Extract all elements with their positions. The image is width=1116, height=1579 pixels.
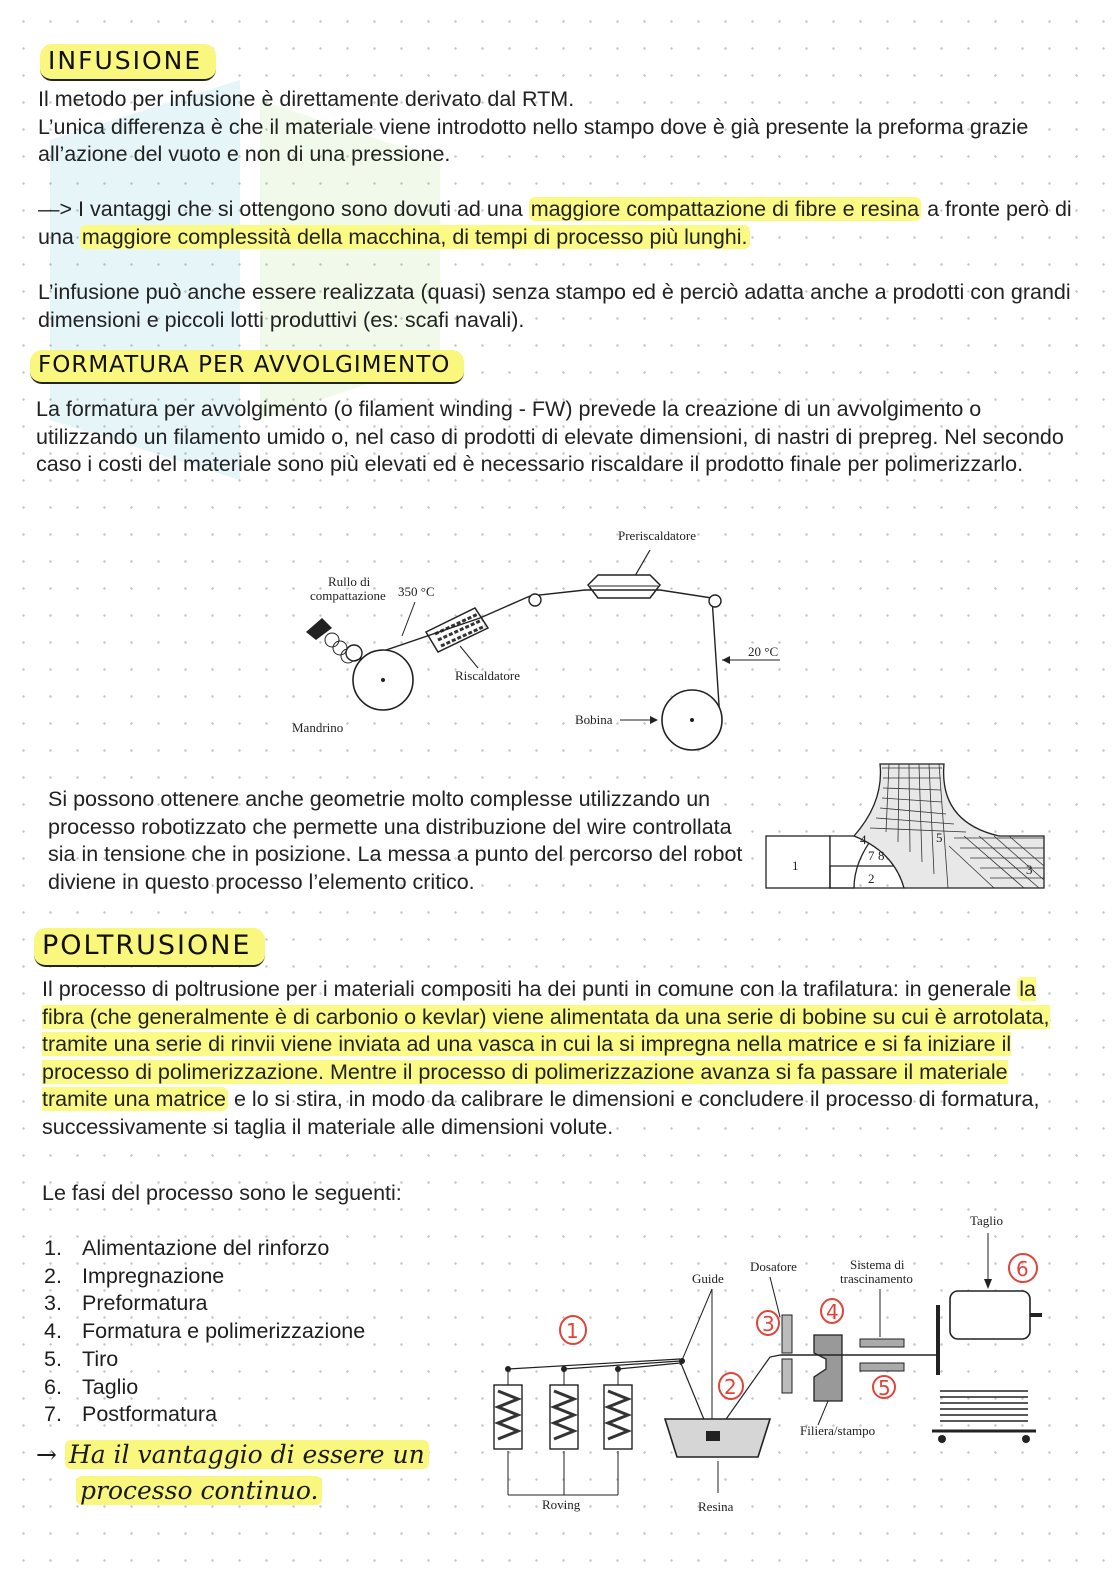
label-bobina: Bobina: [575, 712, 613, 727]
infusione-paragraph-3: L’infusione può anche essere realizzata (quasi) senza stampo ed è perciò adatta anche a prodotti con grandi dimensioni e piccoli lotti produttivi (es: scafi navali).: [38, 280, 1071, 332]
arrow-head: [984, 1279, 992, 1289]
label-preriscaldatore: Preriscaldatore: [618, 528, 696, 543]
leader-line: [635, 550, 650, 576]
label-rullo-2: compattazione: [310, 588, 386, 603]
infusione-paragraph-1: [38, 86, 1078, 169]
guide-point: [679, 1358, 685, 1364]
guide-roller: [709, 595, 721, 607]
label-roving: Roving: [542, 1497, 581, 1512]
robotic-winding-figure: [764, 762, 1054, 892]
arrow-symbol: →: [36, 1440, 57, 1469]
heater: [426, 608, 488, 652]
robot-label-2: 2: [868, 871, 875, 886]
die: [814, 1335, 842, 1401]
pultrusion-diagram: [480, 1205, 1060, 1525]
doser-bottom: [782, 1359, 792, 1393]
heading-avvolgimento: FORMATURA PER AVVOLGIMENTO: [30, 350, 464, 384]
cut-profiles-stack: [932, 1391, 1036, 1431]
list-item: 1. Alimentazione del rinforzo: [44, 1236, 330, 1260]
label-sistema-2: trascinamento: [840, 1271, 913, 1286]
handwritten-note-line-1: → Ha il vantaggio di essere un: [36, 1440, 429, 1469]
cart-wheel: [1022, 1435, 1030, 1443]
poltrusione-paragraph: Il processo di poltrusione per i materiali compositi ha dei punti in comune con la trafilatura: in generale la fibra (che generalmente è di carbonio o kevlar) viene alimentata da una serie di bobine su cui è arrotolata, tramite una serie di rinvii viene inviata ad una vasca in cui la si impregna nella matrice e si fa iniziare il processo di polimerizzazione. Mentre il processo di polimerizzazione avanza si fa passare il materiale tramite una matrice e lo si stira, in modo da calibrare le dimensioni e concludere il processo di formatura, successivamente si taglia il materiale alle dimensioni volute.: [42, 977, 1050, 1139]
infusione-line-rtm: Il metodo per infusione è direttamente derivato dal RTM.: [38, 87, 575, 111]
annotation-number-2: 2: [724, 1375, 737, 1399]
robot-label-3: 3: [1026, 862, 1033, 877]
avvolgimento-paragraph-2: Si possono ottenere anche geometrie molto complesse utilizzando un processo robotizzato che permette una distribuzione del wire controllata sia in tensione che in posizione. La messa a punto del percorso del robot diviene in questo processo l’elemento critico.: [48, 787, 743, 894]
mandrel-center: [381, 678, 385, 682]
leader-line: [680, 1289, 712, 1365]
saw-motor: [950, 1291, 1030, 1339]
annotation-number-6: 6: [1016, 1257, 1029, 1281]
puller-bottom: [860, 1363, 904, 1371]
infusione-line-differenza: L’unica differenza è che il materiale viene introdotto nello stampo dove è già presente la preforma grazie all’azione del vuoto e non di una pressione.: [38, 114, 1029, 167]
annotation-number-1: 1: [566, 1319, 579, 1343]
roving-arrows: [508, 1451, 618, 1495]
label-guide: Guide: [692, 1271, 724, 1286]
arrow-head: [722, 656, 730, 664]
heading-poltrusione: POLTRUSIONE: [34, 928, 265, 967]
list-item: 4. Formatura e polimerizzazione: [44, 1319, 366, 1344]
label-temp-hot: 350 °C: [398, 584, 435, 599]
filament-winding-diagram: [280, 520, 800, 760]
robot-label-8: 8: [878, 848, 885, 863]
highlight-compattazione: maggiore compattazione di fibre e resina: [530, 197, 920, 221]
infusione-paragraph-2: —> I vantaggi che si ottengono sono dovuti ad una maggiore compattazione di fibre e resina a fronte però di una maggiore complessità della macchina, di tempi di processo più lunghi.: [38, 197, 1072, 249]
robot-label-5: 5: [936, 830, 943, 845]
cart-wheel: [938, 1435, 946, 1443]
bath-guide: [706, 1431, 720, 1441]
label-taglio: Taglio: [970, 1213, 1004, 1228]
label-dosatore: Dosatore: [750, 1259, 797, 1274]
list-item: 5. Tiro: [44, 1346, 119, 1371]
highlight-processo: la fibra (che generalmente è di carbonio o kevlar) viene alimentata da una serie di bobine su cui è arrotolata, tramite una serie di rinvii viene inviata ad una vasca in cui la si impregna nella matrice e si fa iniziare il processo di polimerizzazione. Mentre il processo di polimerizzazione avanza si fa passare il materiale tramite una matrice: [42, 977, 1050, 1112]
avvolgimento-paragraph-1: La formatura per avvolgimento (o filament winding - FW) prevede la creazione di un avvolgimento o utilizzando un filamento umido o, nel caso di prodotti di elevate dimensioni, di nastri di prepreg. Nel secondo caso i costi del materiale sono più elevati ed è necessario riscaldare il prodotto finale per polimerizzarlo.: [36, 397, 1064, 477]
leader-line: [460, 646, 478, 668]
label-resina: Resina: [698, 1499, 734, 1514]
heading-infusione: INFUSIONE: [40, 44, 216, 81]
label-sistema-1: Sistema di: [850, 1257, 905, 1272]
leader-line: [402, 602, 415, 636]
arrow-symbol: —>: [38, 197, 73, 221]
list-item: 3. Preformatura: [44, 1291, 208, 1316]
list-item: 7. Postformatura: [44, 1402, 218, 1427]
roving-bobbins: [494, 1385, 632, 1449]
fasi-intro: Le fasi del processo sono le seguenti:: [42, 1181, 402, 1205]
fiber-path: [354, 590, 720, 720]
list-item: 6. Taglio: [44, 1374, 139, 1399]
annotation-number-4: 4: [826, 1300, 839, 1324]
label-filiera: Filiera/stampo: [800, 1423, 876, 1438]
label-mandrino: Mandrino: [292, 720, 344, 735]
doser-top: [782, 1315, 792, 1353]
pipe-body: [854, 764, 1044, 888]
label-riscaldatore: Riscaldatore: [455, 668, 520, 683]
puller-top: [860, 1339, 904, 1347]
label-temp-cold: 20 °C: [748, 644, 779, 659]
list-item: 2. Impregnazione: [44, 1263, 225, 1288]
bobbin-center: [690, 718, 694, 722]
robot-label-4: 4: [860, 832, 867, 847]
fasi-list: [44, 1235, 365, 1429]
arrow-head: [650, 716, 658, 724]
handwritten-note-line-2: processo continuo.: [76, 1476, 322, 1505]
highlight-complessita: maggiore complessità della macchina, di tempi di processo più lunghi.: [81, 224, 748, 249]
fiber-lines: [508, 1359, 680, 1369]
label-rullo-1: Rullo di: [328, 574, 371, 589]
compaction-roller: [306, 618, 362, 663]
annotation-number-5: 5: [878, 1376, 891, 1400]
guide-roller: [529, 594, 541, 606]
leader-line: [818, 1401, 828, 1425]
robot-label-1: 1: [792, 858, 799, 873]
annotation-number-3: 3: [762, 1312, 775, 1336]
robot-label-7: 7: [868, 848, 875, 863]
